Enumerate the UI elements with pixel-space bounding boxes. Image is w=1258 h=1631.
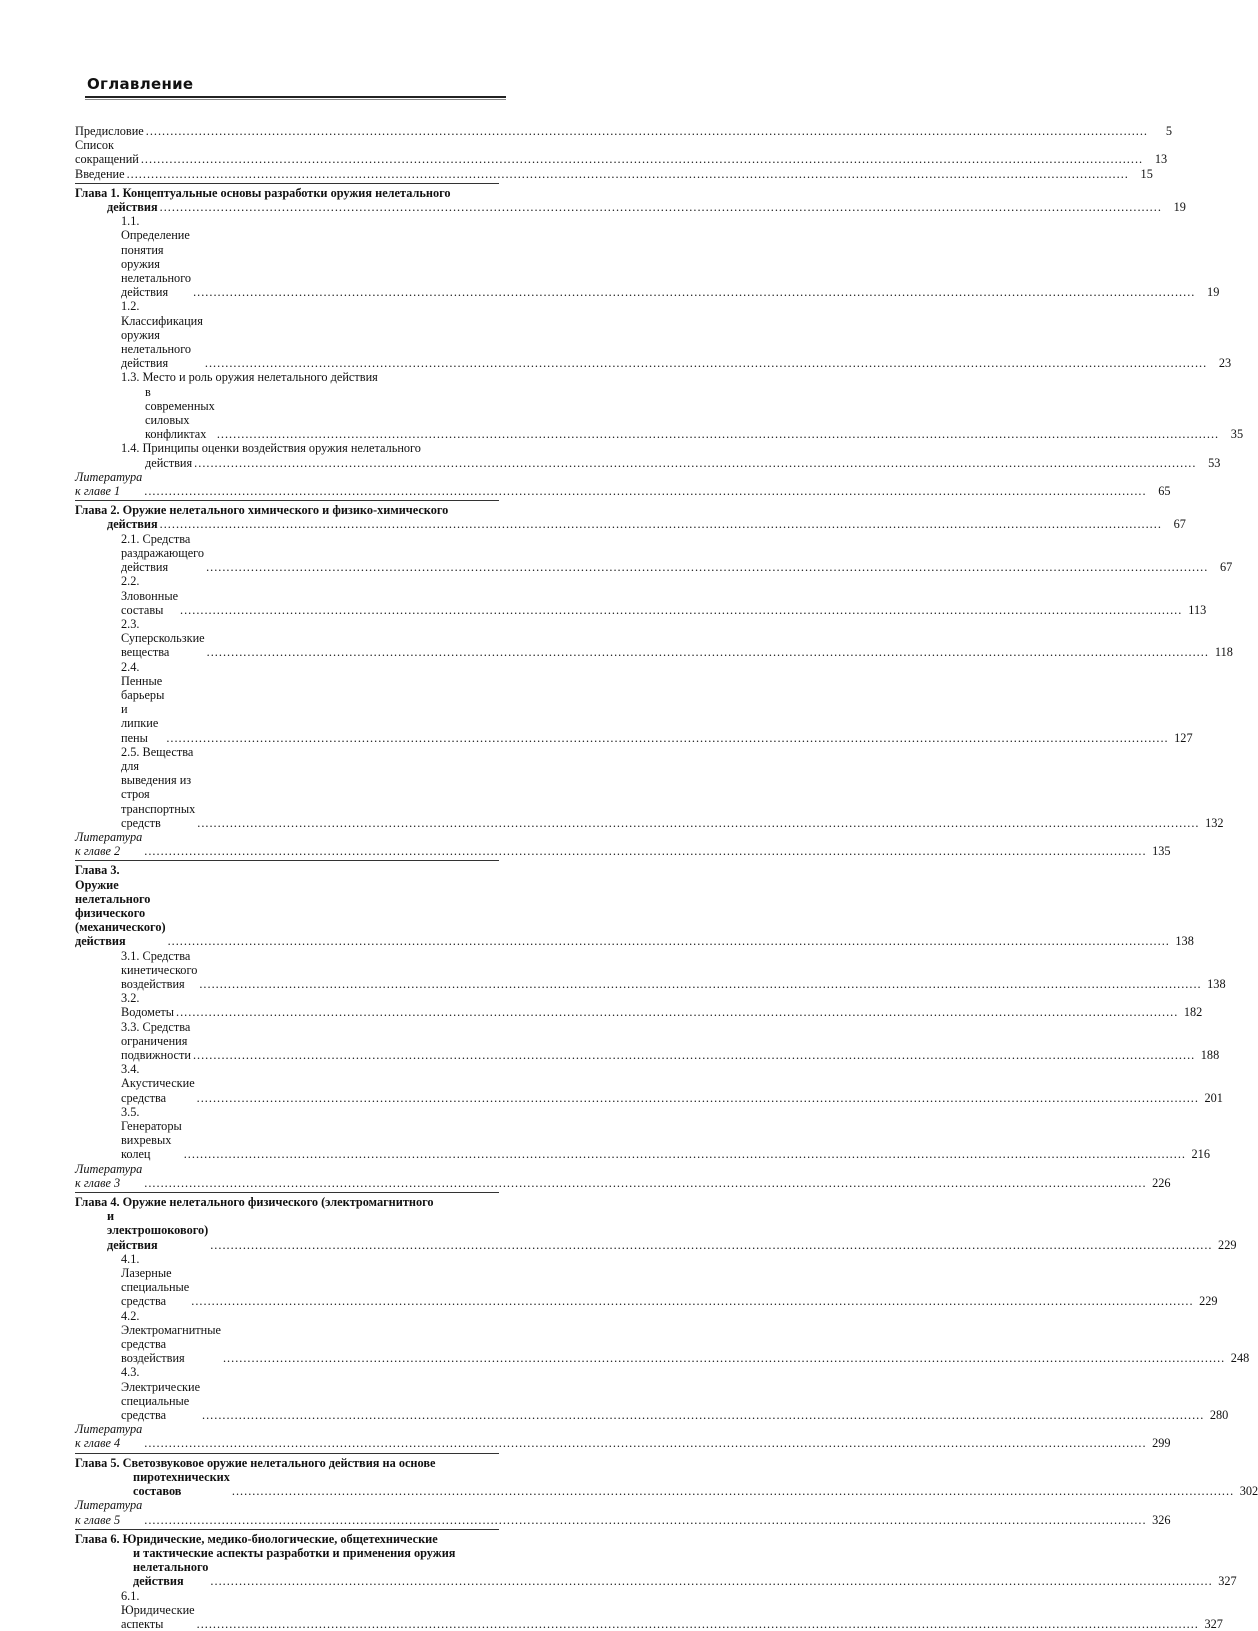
chapter-4-title[interactable]: Глава 4. Оружие нелетального физического (электромагнитного и электрошокового) действия ..... 229 (75, 1195, 499, 1252)
toc-literature[interactable]: Литература к главе 4 ..... 299 (75, 1422, 499, 1450)
table-of-contents (75, 124, 1258, 1631)
toc-entry[interactable]: Введение ..... 15 (75, 167, 499, 181)
toc-entry[interactable]: 4.1. Лазерные специальные средства ..... 229 (75, 1252, 499, 1309)
title-rule (85, 96, 506, 98)
toc-entry[interactable]: 4.3. Электрические специальные средства ..... 280 (75, 1365, 499, 1422)
toc-entry[interactable]: Предисловие ..... 5 (75, 124, 499, 138)
title-rule-thin (85, 99, 506, 100)
toc-entry[interactable]: 2.4. Пенные барьеры и липкие пены ..... 127 (75, 660, 499, 745)
divider (75, 1453, 499, 1454)
toc-entry[interactable]: Список сокращений ..... 13 (75, 138, 499, 166)
toc-entry[interactable]: 4.2. Электромагнитные средства воздействия ..... 248 (75, 1309, 499, 1366)
toc-entry[interactable]: 3.4. Акустические средства ..... 201 (75, 1062, 499, 1105)
chapter-1-title[interactable]: Глава 1. Концептуальные основы разработки оружия нелетального действия ..... 19 (75, 186, 499, 214)
toc-entry[interactable]: 2.2. Зловонные составы ..... 113 (75, 574, 499, 617)
toc-literature[interactable]: Литература к главе 3 ..... 226 (75, 1162, 499, 1190)
divider (75, 1529, 499, 1530)
toc-literature[interactable]: Литература к главе 2 ..... 135 (75, 830, 499, 858)
toc-entry[interactable]: 3.5. Генераторы вихревых колец ..... 216 (75, 1105, 499, 1162)
divider (75, 1192, 499, 1193)
toc-entry[interactable]: 1.4. Принципы оценки воздействия оружия нелетального действия ..... 53 (75, 441, 499, 469)
chapter-5-title[interactable]: Глава 5. Светозвуковое оружие нелетального действия на основе пиротехнических составов ..... 302 (75, 1456, 499, 1499)
chapter-3-title[interactable]: Глава 3. Оружие нелетального физического (механического) действия ..... 138 (75, 863, 499, 948)
toc-literature[interactable]: Литература к главе 1 ..... 65 (75, 470, 499, 498)
toc-literature[interactable]: Литература к главе 5 ..... 326 (75, 1498, 499, 1526)
toc-entry[interactable]: 3.2. Водометы ..... 182 (75, 991, 499, 1019)
divider (75, 183, 499, 184)
toc-entry[interactable]: 3.3. Средства ограничения подвижности ..... 188 (75, 1020, 499, 1063)
toc-entry[interactable]: 1.3. Место и роль оружия нелетального действия в современных силовых конфликтах ..... 35 (75, 370, 499, 441)
toc-entry[interactable]: 1.2. Классификация оружия нелетального действия ..... 23 (75, 299, 499, 370)
toc-entry[interactable]: 1.1. Определение понятия оружия нелетального действия ..... 19 (75, 214, 499, 299)
toc-entry[interactable]: 6.1. Юридические аспекты ..... 327 (75, 1589, 499, 1631)
toc-entry[interactable]: 2.1. Средства раздражающего действия ..... 67 (75, 532, 499, 575)
chapter-2-title[interactable]: Глава 2. Оружие нелетального химического и физико-химического действия ..... 67 (75, 503, 499, 531)
page-title: Оглавление (87, 75, 194, 93)
toc-entry[interactable]: 2.3. Суперскользкие вещества ..... 118 (75, 617, 499, 660)
divider (75, 860, 499, 861)
chapter-6-title[interactable]: Глава 6. Юридические, медико-биологические, общетехнические и тактические аспекты разработки и применения оружия нелетального действия ..... 327 (75, 1532, 499, 1589)
toc-entry[interactable]: 2.5. Вещества для выведения из строя транспортных средств ..... 132 (75, 745, 499, 830)
toc-entry[interactable]: 3.1. Средства кинетического воздействия ..... 138 (75, 949, 499, 992)
divider (75, 500, 499, 501)
